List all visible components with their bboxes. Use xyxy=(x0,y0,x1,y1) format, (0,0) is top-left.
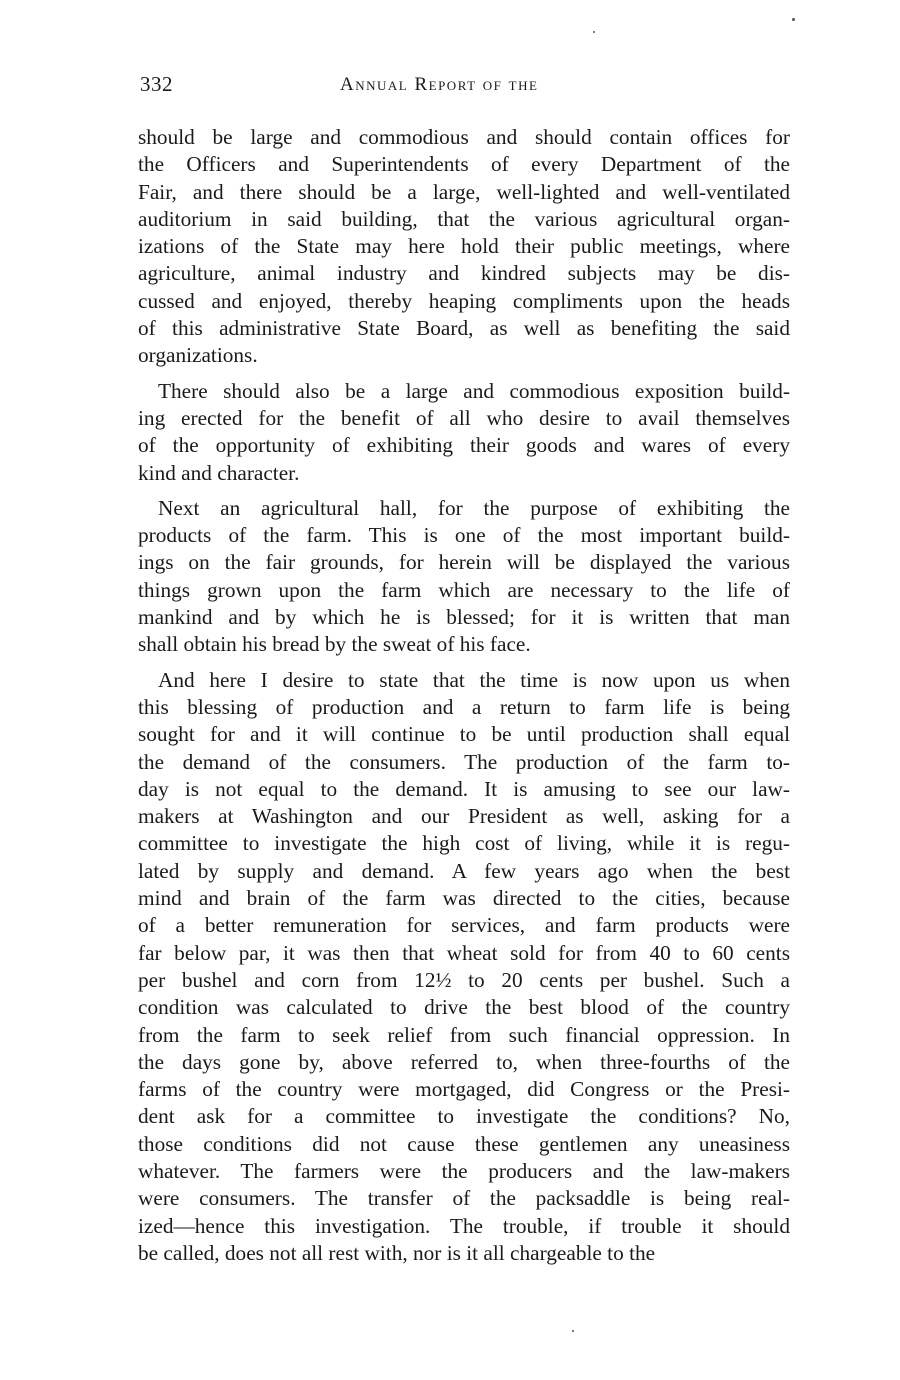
text-line: those conditions did not cause these gentlemen any uneasiness xyxy=(138,1131,790,1156)
text-line: committee to investigate the high cost of living, while it is regu- xyxy=(138,831,790,856)
scan-speck xyxy=(593,31,595,33)
paragraph xyxy=(138,667,790,1268)
text-line: lated by supply and demand. A few years ago when the best xyxy=(138,858,790,883)
text-line: ings on the fair grounds, for herein will be displayed the various xyxy=(138,550,790,575)
text-line: from the farm to seek relief from such financial oppression. In xyxy=(138,1022,790,1047)
running-head: Annual Report of the xyxy=(340,74,539,95)
text-line: sought for and it will continue to be until production shall equal xyxy=(138,722,790,747)
text-line: were consumers. The transfer of the packsaddle is being real- xyxy=(138,1186,790,1211)
text-line: the Officers and Superintendents of every Department of the xyxy=(138,152,790,177)
text-line: this blessing of production and a return to farm life is being xyxy=(138,694,790,719)
text-line: should be large and commodious and should contain offices for xyxy=(138,125,790,149)
text-line: day is not equal to the demand. It is amusing to see our law- xyxy=(138,776,790,801)
text-line: whatever. The farmers were the producers and the law-makers xyxy=(138,1158,790,1183)
page-number: 332 xyxy=(140,72,173,96)
text-line: Fair, and there should be a large, well-lighted and well-ventilated xyxy=(138,179,790,204)
text-line: condition was calculated to drive the best blood of the country xyxy=(138,995,790,1020)
paragraph xyxy=(138,495,790,659)
text-line: per bushel and corn from 12½ to 20 cents per bushel. Such a xyxy=(138,967,790,992)
text-line: makers at Washington and our President as well, asking for a xyxy=(138,804,790,829)
text-line: things grown upon the farm which are necessary to the life of xyxy=(138,577,790,602)
text-line: of this administrative State Board, as well as benefiting the said xyxy=(138,316,790,341)
text-line: cussed and enjoyed, thereby heaping compliments upon the heads xyxy=(138,288,790,313)
text-line: organizations. xyxy=(138,343,258,368)
text-line: Next an agricultural hall, for the purpose of exhibiting the xyxy=(158,495,790,520)
text-line: mind and brain of the farm was directed to the cities, because xyxy=(138,886,790,911)
text-line: ized—hence this investigation. The trouble, if trouble it should xyxy=(138,1213,790,1238)
text-line: ing erected for the benefit of all who desire to avail themselves xyxy=(138,405,790,430)
text-line: farms of the country were mortgaged, did Congress or the Presi- xyxy=(138,1077,790,1102)
scan-speck xyxy=(572,1330,574,1332)
paragraph xyxy=(138,378,790,487)
text-line: the days gone by, above referred to, when three-fourths of the xyxy=(138,1049,790,1074)
text-line: be called, does not all rest with, nor is it all chargeable to the xyxy=(138,1240,656,1265)
text-line: agriculture, animal industry and kindred subjects may be dis- xyxy=(138,261,790,286)
text-line: And here I desire to state that the time is now upon us when xyxy=(158,667,790,692)
text-line: auditorium in said building, that the various agricultural organ- xyxy=(138,206,790,231)
text-line: of the opportunity of exhibiting their goods and wares of every xyxy=(138,433,790,458)
text-line: the demand of the consumers. The production of the farm to- xyxy=(138,749,790,774)
text-line: mankind and by which he is blessed; for it is written that man xyxy=(138,605,790,630)
scan-speck xyxy=(792,18,795,21)
text-line: dent ask for a committee to investigate the conditions? No, xyxy=(138,1104,790,1129)
text-line: products of the farm. This is one of the most important build- xyxy=(138,523,790,548)
text-line: far below par, it was then that wheat sold for from 40 to 60 cents xyxy=(138,940,790,965)
text-line: of a better remuneration for services, and farm products were xyxy=(138,913,790,938)
text-line: There should also be a large and commodious exposition build- xyxy=(158,378,790,403)
text-line: shall obtain his bread by the sweat of his face. xyxy=(138,632,531,657)
text-line: izations of the State may here hold their public meetings, where xyxy=(138,234,790,259)
page-header xyxy=(140,72,790,106)
body-text xyxy=(138,124,790,1275)
paragraph xyxy=(138,124,790,370)
text-line: kind and character. xyxy=(138,460,300,485)
